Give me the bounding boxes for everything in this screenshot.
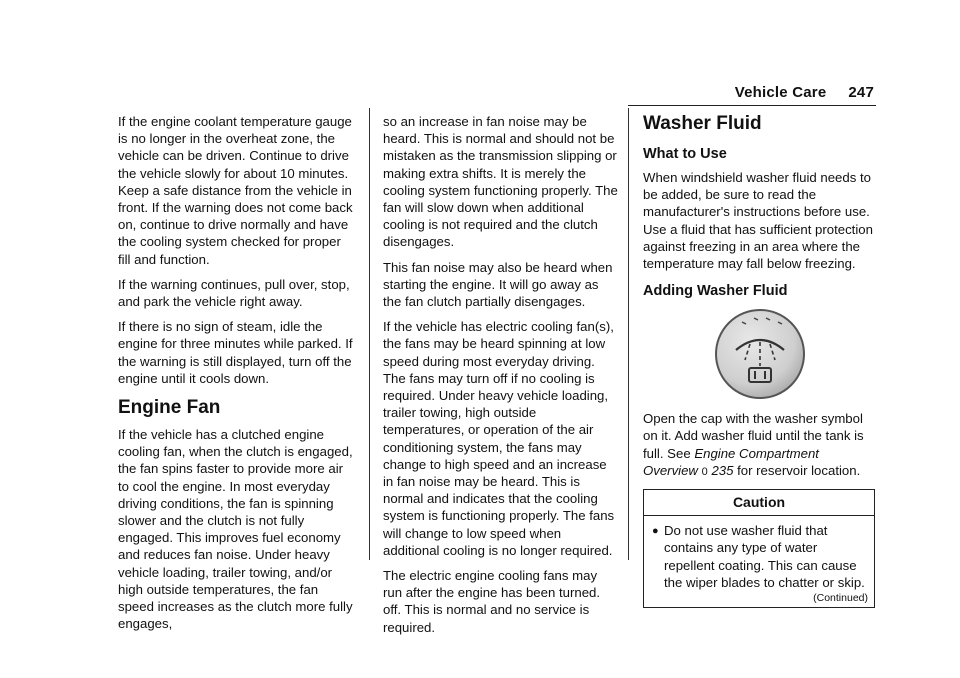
section-title: Vehicle Care (734, 84, 827, 101)
paragraph: If the vehicle has electric cooling fan(s), the fans may be heard spinning at low speed during most everyday driving. The fans may turn off if no cooling is required. Under heavy vehicle loading, trailer towing, high outside temperatures, or operation of the air conditioning system, the fans may change to high speed and an increase in fan noise may be heard. This is normal and indicates that the cooling system is functioning properly. The fans will change to low speed when additional cooling is no longer required. (383, 319, 615, 558)
paragraph: If there is no sign of steam, idle the engine for three minutes while parked. If the warning is still displayed, turn off the engine until it cools down. (118, 319, 353, 386)
column-divider (369, 108, 370, 560)
paragraph (643, 410, 877, 481)
page-header (735, 84, 874, 101)
washer-fluid-heading: Washer Fluid (643, 113, 762, 134)
bullet-icon: ● (652, 525, 659, 538)
caution-item (644, 516, 874, 591)
washer-fluid-symbol-icon (714, 308, 806, 400)
xref-page[interactable]: 235 (711, 462, 734, 478)
xref-link[interactable]: Engine Compartment Overview (643, 445, 819, 478)
what-to-use-heading: What to Use (643, 146, 727, 162)
adding-washer-fluid-heading: Adding Washer Fluid (643, 283, 788, 300)
xref-arrow-icon: 0 (701, 465, 708, 478)
paragraph: This fan noise may also be heard when starting the engine. It will go away as the fan clutch partially disengages. (383, 259, 613, 310)
continued-note: (Continued) (813, 592, 868, 605)
paragraph-text: Open the cap with the washer symbol on it. Add washer fluid until the tank is full. See (643, 411, 864, 461)
caution-text: Do not use washer fluid that contains any type of water repellent coating. This can cause the wiper blades to chatter or skip. (664, 523, 865, 590)
caution-box (643, 489, 875, 608)
paragraph: When windshield washer fluid needs to be added, be sure to read the manufacturer's instructions before use. Use a fluid that has sufficient protection against freezing in an area where the temperature may fall below freezing. (643, 170, 873, 272)
column-2 (383, 113, 619, 644)
caution-title: Caution (644, 490, 874, 516)
page-number: 247 (848, 84, 874, 101)
engine-fan-heading: Engine Fan (118, 397, 221, 419)
paragraph: If the engine coolant temperature gauge is no longer in the overheat zone, the vehicle can be driven. Continue to drive the vehicle slowly for about 10 minutes. Keep a safe distance from the vehicle in front. If the warning does not come back on, continue to drive normally and have the cooling system checked for proper fill and function. (118, 114, 353, 267)
column-1 (118, 113, 354, 640)
header-rule (628, 105, 876, 106)
paragraph-text: for reservoir location. (733, 462, 861, 478)
column-3 (643, 113, 877, 608)
paragraph: The electric engine cooling fans may run after the engine has been turned. off. This is normal and no service is required. (383, 568, 601, 635)
paragraph: If the warning continues, pull over, stop, and park the vehicle right away. (118, 276, 350, 310)
paragraph: If the vehicle has a clutched engine cooling fan, when the clutch is engaged, the fan spins faster to provide more air to cool the engine. In most everyday driving conditions, the fan is spinning slower and the clutch is not fully engaged. This improves fuel economy and reduces fan noise. Under heavy vehicle loading, trailer towing, and/or high outside temperatures, the fan speed increases as the clutch more fully engages, (118, 427, 353, 632)
column-divider (628, 108, 629, 560)
paragraph: so an increase in fan noise may be heard. This is normal and should not be mistaken as the transmission slipping or making extra shifts. It is merely the cooling system functioning properly. The fan will slow down when additional cooling is not required and the clutch disengages. (383, 114, 618, 250)
